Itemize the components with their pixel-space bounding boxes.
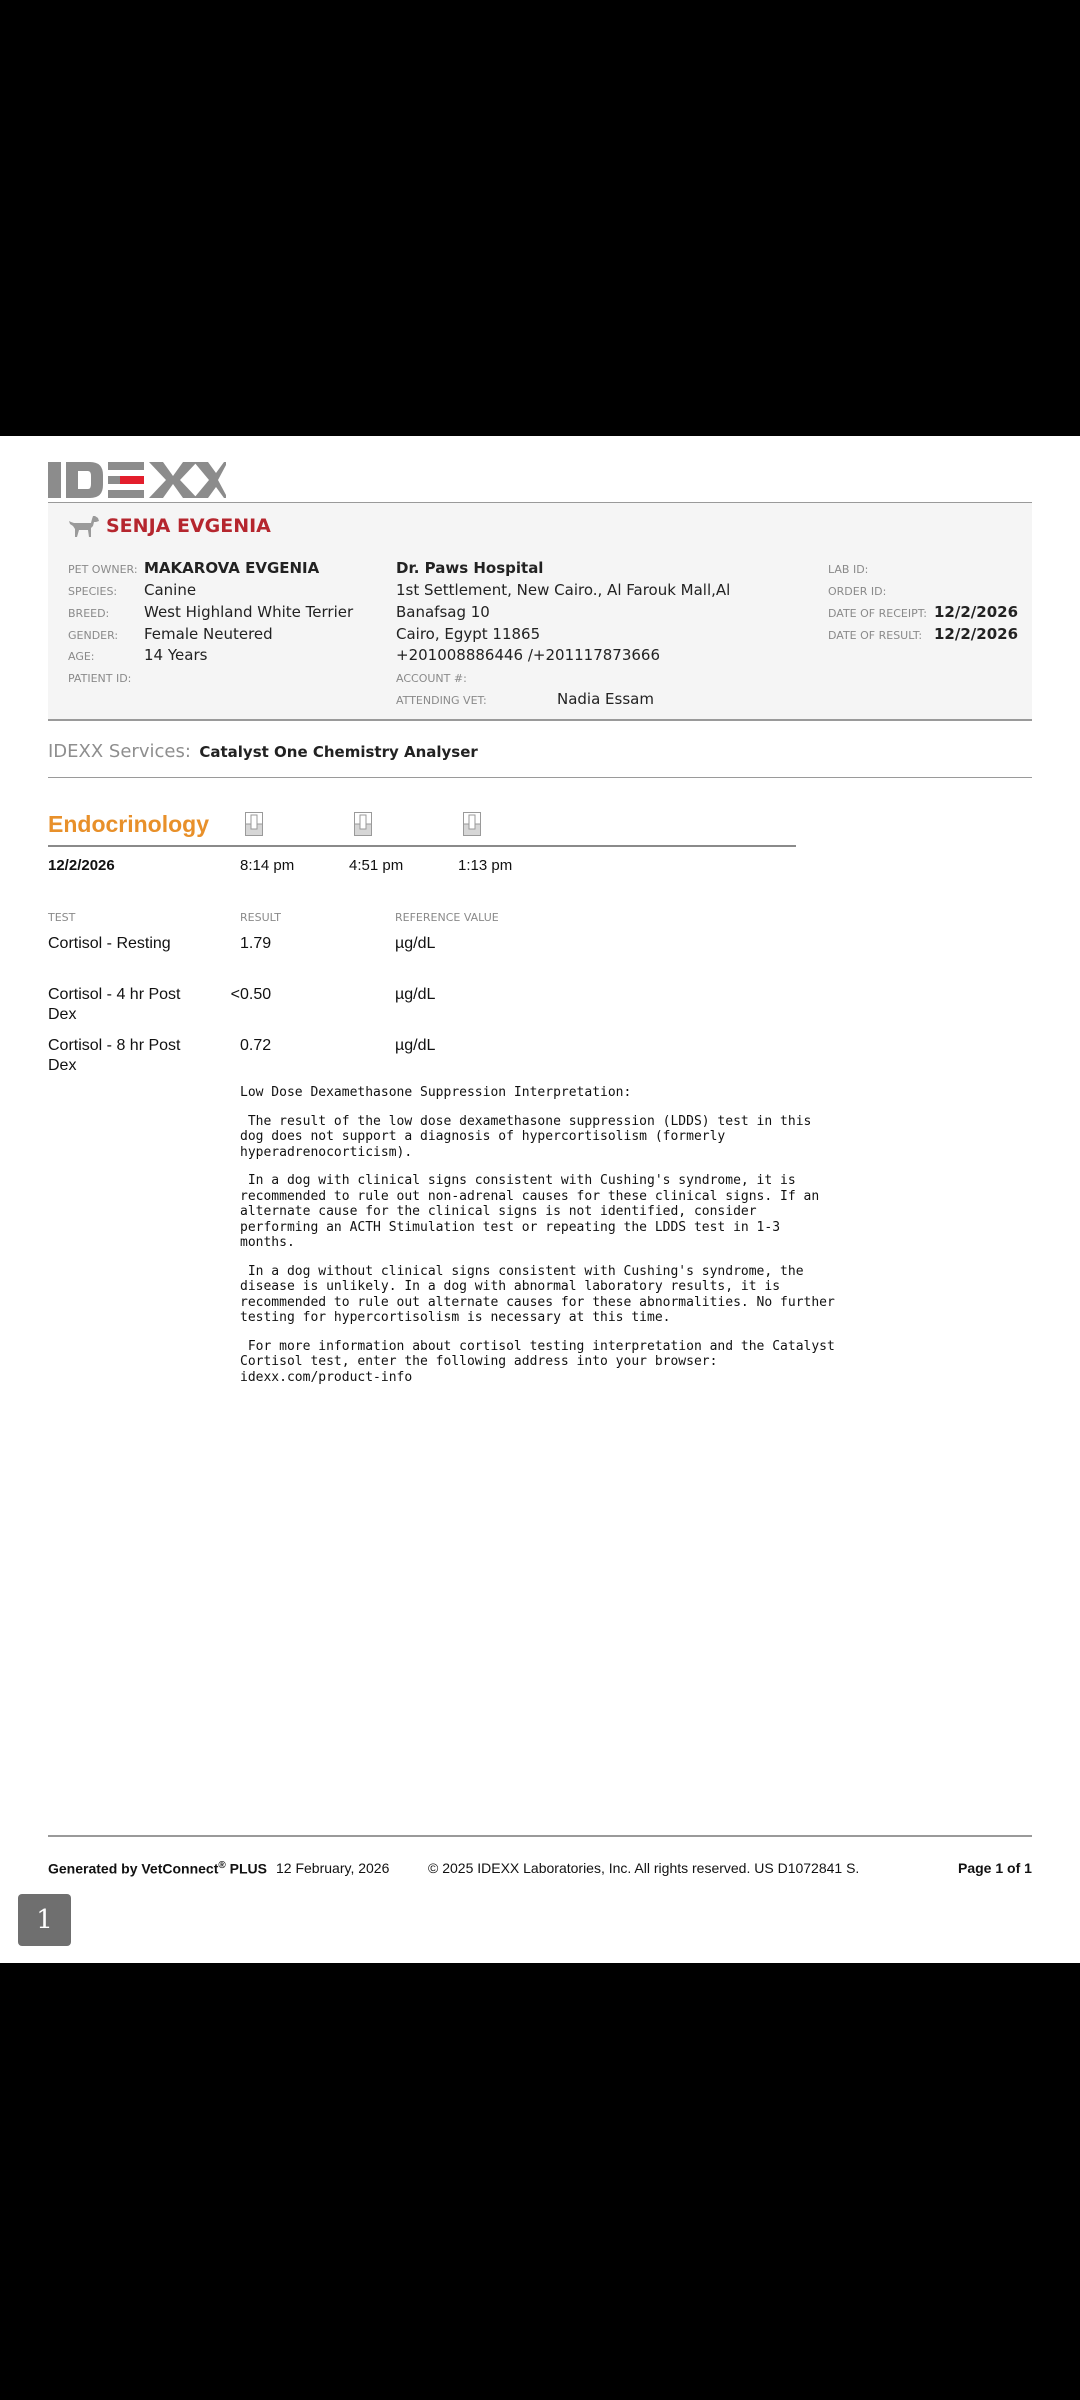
interpretation-text bbox=[240, 1085, 843, 1398]
result-date: 12/2/2026 bbox=[48, 857, 115, 874]
lab-report-page bbox=[0, 436, 1080, 1963]
clinic-address-line1: 1st Settlement, New Cairo., Al Farouk Mall,Al bbox=[396, 581, 731, 599]
age-value: 14 Years bbox=[144, 646, 208, 664]
services-divider bbox=[48, 777, 1032, 778]
result-value: 0.72 bbox=[240, 1037, 272, 1054]
reference-unit: µg/dL bbox=[395, 986, 436, 1003]
date-of-receipt-value: 12/2/2026 bbox=[934, 603, 1019, 621]
time-column-2: 4:51 pm bbox=[349, 857, 404, 874]
footer-divider bbox=[48, 1835, 1032, 1837]
clinic-name: Dr. Paws Hospital bbox=[396, 559, 544, 577]
lab-id-label: LAB ID: bbox=[828, 563, 869, 576]
interpretation-paragraph: In a dog without clinical signs consistent with Cushing's syndrome, the disease is unlikely. In a dog with abnormal laboratory results, it is recommended to rule out alternate causes for these abnormalities. No further testing for hypercortisolism is necessary at this time. bbox=[240, 1263, 843, 1325]
idexx-logo bbox=[48, 462, 226, 498]
dog-icon bbox=[68, 514, 100, 538]
services-value: Catalyst One Chemistry Analyser bbox=[199, 743, 478, 761]
pet-owner-value: MAKAROVA EVGENIA bbox=[144, 559, 320, 577]
footer-date: 12 February, 2026 bbox=[276, 1860, 390, 1876]
account-label: ACCOUNT #: bbox=[396, 672, 467, 685]
clinic-address-line3: Cairo, Egypt 11865 bbox=[396, 625, 541, 643]
clinic-phone: +201008886446 /+201117873666 bbox=[396, 646, 661, 664]
date-of-result-value: 12/2/2026 bbox=[934, 625, 1019, 643]
test-name: Cortisol - 8 hr Post Dex bbox=[48, 1037, 181, 1074]
test-name: Cortisol - 4 hr Post Dex bbox=[48, 986, 181, 1023]
page-indicator-button[interactable]: 1 bbox=[18, 1894, 71, 1946]
col-header-reference: REFERENCE VALUE bbox=[395, 911, 499, 924]
age-label: AGE: bbox=[68, 650, 95, 663]
interpretation-paragraph: For more information about cortisol testing interpretation and the Catalyst Cortisol test, enter the following address into your browser: idexx.com/product-info bbox=[240, 1338, 843, 1385]
species-label: SPECIES: bbox=[68, 585, 118, 598]
page-number: Page 1 of 1 bbox=[958, 1860, 1032, 1876]
section-divider bbox=[48, 845, 796, 847]
interpretation-paragraph: In a dog with clinical signs consistent with Cushing's syndrome, it is recommended to rule out non-adrenal causes for these clinical signs. If an alternate cause for the clinical signs is not identified, consider performing an ACTH Stimulation test or repeating the LDDS test in 1-3 months. bbox=[240, 1173, 828, 1250]
services-label: IDEXX Services: bbox=[48, 741, 191, 762]
reference-unit: µg/dL bbox=[395, 935, 436, 952]
date-of-result-label: DATE OF RESULT: bbox=[828, 629, 923, 642]
idexx-services bbox=[48, 741, 478, 762]
pet-name: SENJA EVGENIA bbox=[106, 515, 271, 537]
col-header-test: TEST bbox=[48, 911, 76, 924]
date-of-receipt-label: DATE OF RECEIPT: bbox=[828, 607, 927, 620]
reference-unit: µg/dL bbox=[395, 1037, 436, 1054]
patient-info-panel bbox=[48, 503, 1032, 721]
generated-by: Generated by VetConnect® PLUS bbox=[48, 1860, 267, 1877]
result-value: 1.79 bbox=[240, 935, 272, 952]
time-column-3: 1:13 pm bbox=[458, 857, 513, 874]
sample-tube-icon bbox=[463, 812, 481, 836]
interpretation-heading: Low Dose Dexamethasone Suppression Interpretation: bbox=[240, 1085, 632, 1100]
breed-label: BREED: bbox=[68, 607, 110, 620]
footer-copyright: © 2025 IDEXX Laboratories, Inc. All rights reserved. US D1072841 S. bbox=[428, 1860, 860, 1876]
gender-label: GENDER: bbox=[68, 629, 119, 642]
test-name: Cortisol - Resting bbox=[48, 935, 171, 952]
time-column-1: 8:14 pm bbox=[240, 857, 295, 874]
result-flag: < bbox=[230, 986, 240, 1003]
sample-tube-icon bbox=[245, 812, 263, 836]
attending-vet-value: Nadia Essam bbox=[557, 690, 654, 708]
species-value: Canine bbox=[144, 581, 197, 599]
order-id-label: ORDER ID: bbox=[828, 585, 887, 598]
gender-value: Female Neutered bbox=[144, 625, 273, 643]
result-value: 0.50 bbox=[240, 986, 272, 1003]
attending-vet-label: ATTENDING VET: bbox=[396, 694, 487, 707]
patient-id-label: PATIENT ID: bbox=[68, 672, 132, 685]
pet-owner-label: PET OWNER: bbox=[68, 563, 138, 576]
section-title-endocrinology: Endocrinology bbox=[48, 811, 209, 837]
breed-value: West Highland White Terrier bbox=[144, 603, 354, 621]
col-header-result: RESULT bbox=[240, 911, 281, 924]
interpretation-paragraph: The result of the low dose dexamethasone suppression (LDDS) test in this dog does not support a diagnosis of hypercortisolism (formerly hyperadrenocorticism). bbox=[240, 1113, 820, 1160]
clinic-address-line2: Banafsag 10 bbox=[396, 603, 490, 621]
sample-tube-icon bbox=[354, 812, 372, 836]
